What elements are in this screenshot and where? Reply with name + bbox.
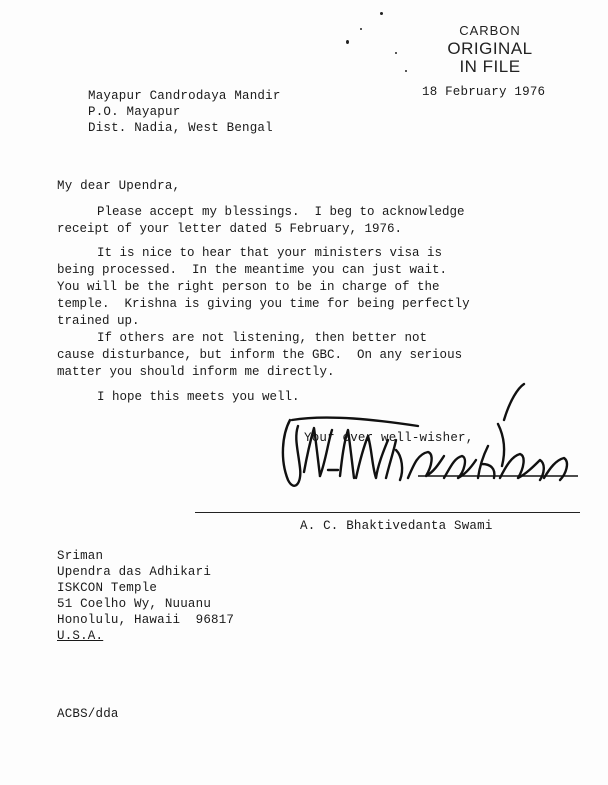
body-line: trained up. <box>57 314 140 328</box>
body-line: receipt of your letter dated 5 February, 1976. <box>57 222 403 236</box>
ink-speck <box>380 12 383 15</box>
body-paragraph-2 <box>57 245 470 330</box>
body-line: You will be the right person to be in charge of the <box>57 280 440 294</box>
ink-speck <box>395 52 397 54</box>
body-paragraph-4 <box>57 389 300 406</box>
body-line: I hope this meets you well. <box>97 390 300 404</box>
body-line: cause disturbance, but inform the GBC. On any serious <box>57 348 463 362</box>
recipient-line: Honolulu, Hawaii 96817 <box>57 613 235 627</box>
body-line: being processed. In the meantime you can just wait. <box>57 263 448 277</box>
signature-typed-name: A. C. Bhaktivedanta Swami <box>300 519 493 533</box>
reference-initials: ACBS/dda <box>57 707 119 721</box>
recipient-line: Upendra das Adhikari <box>57 565 212 579</box>
ink-speck <box>346 40 349 44</box>
stamp-line-3: IN FILE <box>459 57 521 76</box>
body-paragraph-1 <box>57 204 465 238</box>
body-paragraph-3 <box>57 330 462 381</box>
signature-rule <box>195 512 580 513</box>
sender-address-line: P.O. Mayapur <box>88 105 181 119</box>
stamp-line-2: ORIGINAL <box>447 39 533 58</box>
recipient-line: ISKCON Temple <box>57 581 158 595</box>
closing: Your ever well-wisher, <box>304 431 474 445</box>
stamp-line-1: CARBON <box>459 23 521 38</box>
ink-speck <box>360 28 362 30</box>
letter-date: 18 February 1976 <box>422 85 546 99</box>
sender-address-line: Dist. Nadia, West Bengal <box>88 121 273 135</box>
body-line: If others are not listening, then better not <box>97 331 428 345</box>
body-line: It is nice to hear that your ministers visa is <box>97 246 443 260</box>
salutation: My dear Upendra, <box>57 179 181 193</box>
body-line: matter you should inform me directly. <box>57 365 335 379</box>
body-line: temple. Krishna is giving you time for being perfectly <box>57 297 470 311</box>
carbon-original-stamp <box>440 22 540 76</box>
body-line: Please accept my blessings. I beg to acknowledge <box>97 205 465 219</box>
recipient-country: U.S.A. <box>57 629 104 643</box>
handwritten-signature <box>268 380 588 520</box>
recipient-line: 51 Coelho Wy, Nuuanu <box>57 597 212 611</box>
recipient-line: Sriman <box>57 549 104 563</box>
sender-address-line: Mayapur Candrodaya Mandir <box>88 89 281 103</box>
ink-speck <box>405 70 407 72</box>
